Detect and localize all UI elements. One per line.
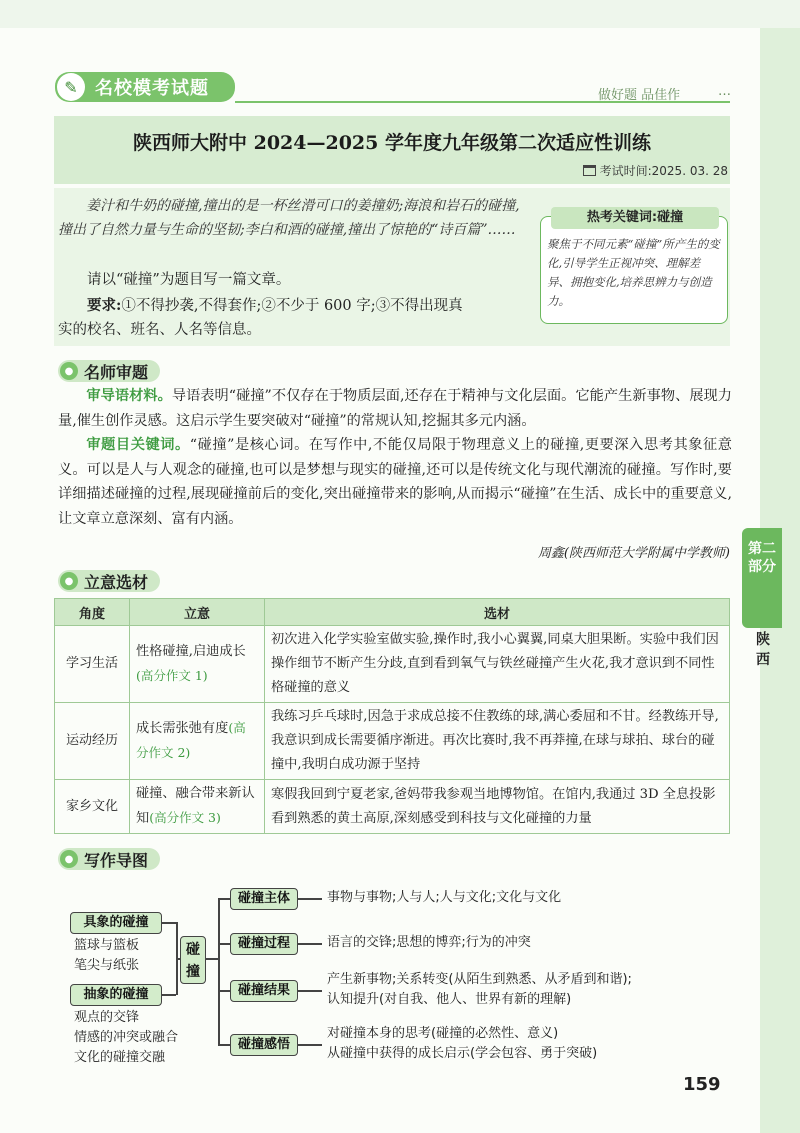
section-review-title: 名师审题 (84, 362, 149, 382)
idea-text: 碰撞、融合带来新认知 (136, 786, 255, 826)
abstract-collision-box: 抽象的碰撞 (70, 984, 162, 1006)
row-angle: 运动经历 (55, 703, 130, 780)
row-idea (130, 780, 265, 834)
section-review (58, 360, 160, 382)
branch-result: 碰撞结果 (230, 980, 298, 1002)
hot-keyword-title: 热考关键词:碰撞 (551, 207, 719, 229)
table-row (55, 780, 730, 834)
connector (218, 898, 220, 1044)
review-text-2: “碰撞”是核心词。在写作中,不能仅局限于物理意义上的碰撞,更要深入思考其象征意义。可以是人与人观念的碰撞,也可以是梦想与现实的碰撞,还可以是传统文化与现代潮流的碰撞。写作时,要详细描述碰撞的过程,展现碰撞前后的变化,突出碰撞带来的影响,从而揭示“碰撞”在生活、成长中的重要意义,让文章立意深刻、富有内涵。 (58, 437, 732, 527)
abstract-item: 情感的冲突或融合 (74, 1030, 179, 1045)
essay-tag: (高分作文 3) (149, 810, 221, 825)
section-icon: ● (60, 362, 78, 380)
row-material: 初次进入化学实验室做实验,操作时,我小心翼翼,同桌大胆果断。实验中我们因操作细节不断产生分歧,直到看到氧气与铁丝碰撞产生火花,我才意识到不同性格碰撞的意义 (265, 626, 730, 703)
requirements-line-2: 实的校名、班名、人名等信息。 (58, 322, 261, 338)
connector (218, 898, 230, 900)
hot-keyword-text: 聚焦于不同元素“碰撞”所产生的变化,引导学生正视冲突、理解差异、拥抱变化,培养思辨力与创造力。 (547, 237, 720, 308)
idea-text: 性格碰撞,启迪成长 (136, 643, 246, 659)
branch-result-text-2: 认知提升(对自我、他人、世界有新的理解) (327, 992, 572, 1007)
review-paragraph-2 (58, 433, 732, 531)
branch-subject: 碰撞主体 (230, 888, 298, 910)
connector (162, 994, 176, 996)
header-angle: 角度 (55, 599, 130, 626)
section-mindmap-title: 写作导图 (84, 850, 149, 870)
connector (218, 943, 230, 945)
prompt-lead: 姜汁和牛奶的碰撞,撞出的是一杯丝滑可口的姜撞奶;海浪和岩石的碰撞,撞出了自然力量与生命的坚韧;李白和酒的碰撞,撞出了惊艳的“诗百篇”…… (58, 198, 520, 238)
abstract-item: 文化的碰撞交融 (74, 1050, 166, 1065)
section-mindmap (58, 848, 160, 870)
hot-keyword-box (540, 210, 728, 324)
concrete-item: 篮球与篮板 (74, 938, 140, 953)
row-material: 我练习乒乓球时,因急于求成总接不住教练的球,满心委屈和不甘。经教练开导,我意识到成长需要循序渐进。再次比赛时,我不再莽撞,在球与球拍、球台的碰撞中,我明白成功源于坚持 (265, 703, 730, 780)
header-slogan: 做好题 品佳作 (598, 88, 681, 103)
header-idea: 立意 (130, 599, 265, 626)
connector (218, 990, 230, 992)
essay-prompt (54, 188, 730, 346)
exam-header (54, 116, 730, 184)
row-angle: 学习生活 (55, 626, 130, 703)
section-selection (58, 570, 160, 592)
connector (298, 943, 322, 945)
requirements-line-1: ①不得抄袭,不得套作;②不少于 600 字;③不得出现真 (121, 298, 463, 314)
section-icon: ● (60, 572, 78, 590)
branch-reflection-text-1: 对碰撞本身的思考(碰撞的必然性、意义) (327, 1026, 559, 1041)
branch-subject-text: 事物与事物;人与人;人与文化;文化与文化 (327, 890, 562, 905)
connector (298, 990, 322, 992)
branch-process-text: 语言的交锋;思想的博弈;行为的冲突 (327, 935, 531, 950)
table-row (55, 703, 730, 780)
section-badge (55, 72, 235, 102)
top-band (0, 0, 800, 28)
center-label: 碰撞 (186, 942, 200, 980)
review-text-1: 导语表明“碰撞”不仅存在于物质层面,还存在于精神与文化层面。它能产生新事物、展现力量,催生创作灵感。这启示学生要突破对“碰撞”的常规认知,挖掘其多元内涵。 (58, 388, 732, 429)
exam-title: 陕西师大附中 2024—2025 学年度九年级第二次适应性训练 (133, 132, 651, 154)
pen-nib-icon: ✎ (57, 73, 85, 101)
part-tab (742, 528, 782, 628)
header-material: 选材 (265, 599, 730, 626)
table-row (55, 626, 730, 703)
abstract-item: 观点的交锋 (74, 1010, 140, 1025)
region-text: 陕西 (756, 632, 770, 668)
review-label-2: 审题目关键词。 (86, 437, 190, 453)
teacher-signature: 周鑫(陕西师范大学附属中学教师) (537, 546, 730, 561)
header-dots: … (718, 84, 731, 99)
badge-title: 名校模考试题 (95, 78, 209, 99)
idea-text: 成长需张弛有度 (136, 721, 229, 736)
row-material: 寒假我回到宁夏老家,爸妈带我参观当地博物馆。在馆内,我通过 3D 全息投影看到熟悉的黄土高原,深刻感受到科技与文化碰撞的力量 (265, 780, 730, 834)
table-header-row (55, 599, 730, 626)
prompt-task: 请以“碰撞”为题目写一篇文章。 (87, 272, 291, 288)
page-number: 159 (683, 1074, 721, 1095)
essay-tag: (高分作文 2) (136, 720, 246, 760)
section-icon: ● (60, 850, 78, 868)
exam-time (583, 162, 728, 179)
part-tab-line-2: 部分 (748, 559, 776, 575)
branch-reflection-text-2: 从碰撞中获得的成长启示(学会包容、勇于突破) (327, 1046, 598, 1061)
branch-reflection: 碰撞感悟 (230, 1034, 298, 1056)
review-label-1: 审导语材料。 (86, 388, 172, 404)
review-paragraph-1 (58, 384, 732, 433)
essay-tag: (高分作文 1) (136, 667, 208, 683)
concrete-collision-box: 具象的碰撞 (70, 912, 162, 934)
concrete-item: 笔尖与纸张 (74, 958, 140, 973)
connector (218, 1044, 230, 1046)
center-node (180, 936, 206, 984)
branch-process: 碰撞过程 (230, 933, 298, 955)
selection-table (54, 598, 730, 834)
part-tab-line-1: 第二 (748, 541, 776, 557)
row-idea (130, 626, 265, 703)
row-angle: 家乡文化 (55, 780, 130, 834)
connector (298, 1044, 322, 1046)
requirements-label: 要求: (87, 297, 122, 314)
prompt-requirements (58, 294, 526, 318)
exam-time-text: 考试时间:2025. 03. 28 (599, 164, 728, 178)
row-idea (130, 703, 265, 780)
connector (298, 898, 322, 900)
connector (162, 922, 176, 924)
section-selection-title: 立意选材 (84, 572, 149, 592)
region-label (746, 630, 780, 670)
connector (206, 958, 218, 960)
calendar-icon (583, 165, 596, 176)
branch-result-text-1: 产生新事物;关系转变(从陌生到熟悉、从矛盾到和谐); (327, 972, 632, 987)
